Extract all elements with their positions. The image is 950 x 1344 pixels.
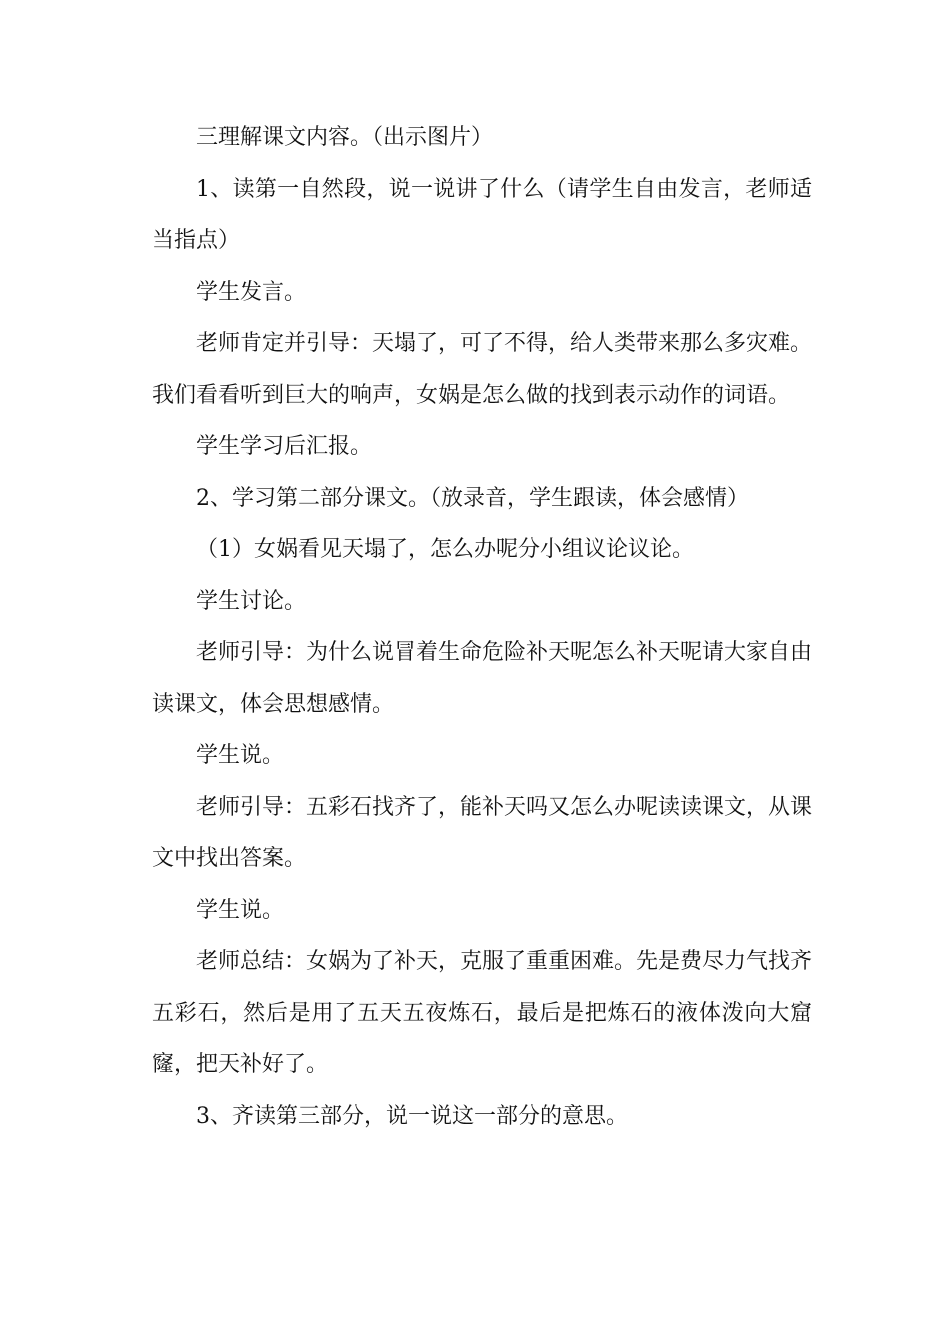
paragraph: 2、学习第二部分课文。（放录音，学生跟读，体会感情）	[196, 485, 749, 511]
paragraph: 学生学习后汇报。	[196, 434, 373, 459]
paragraph: 老师引导：五彩石找齐了，能补天吗又怎么办呢读读课文，从课文中找出答案。	[152, 794, 813, 871]
paragraph: 学生说。	[196, 743, 285, 768]
paragraph: 老师总结：女娲为了补天，克服了重重困难。先是费尽力气找齐五彩石，然后是用了五天五夜炼石，最后是把炼石的液体泼向大窟窿，把天补好了。	[152, 949, 813, 1077]
paragraph: 老师引导：为什么说冒着生命危险补天呢怎么补天呢请大家自由读课文，体会思想感情。	[152, 640, 813, 717]
paragraph: 学生讨论。	[196, 588, 307, 614]
paragraph: 3、齐读第三部分，说一说这一部分的意思。	[196, 1103, 628, 1129]
document-body	[152, 112, 812, 1142]
paragraph: 1、读第一自然段，说一说讲了什么（请学生自由发言，老师适当指点）	[152, 176, 812, 253]
paragraph: 老师肯定并引导：天塌了，可了不得，给人类带来那么多灾难。我们看看听到巨大的响声，女娲是怎么做的找到表示动作的词语。	[152, 331, 813, 408]
paragraph: （1）女娲看见天塌了，怎么办呢分小组议论议论。	[196, 537, 694, 562]
section-heading: 三理解课文内容。（出示图片）	[196, 125, 494, 150]
paragraph: 学生说。	[196, 897, 285, 923]
paragraph: 学生发言。	[196, 279, 307, 305]
